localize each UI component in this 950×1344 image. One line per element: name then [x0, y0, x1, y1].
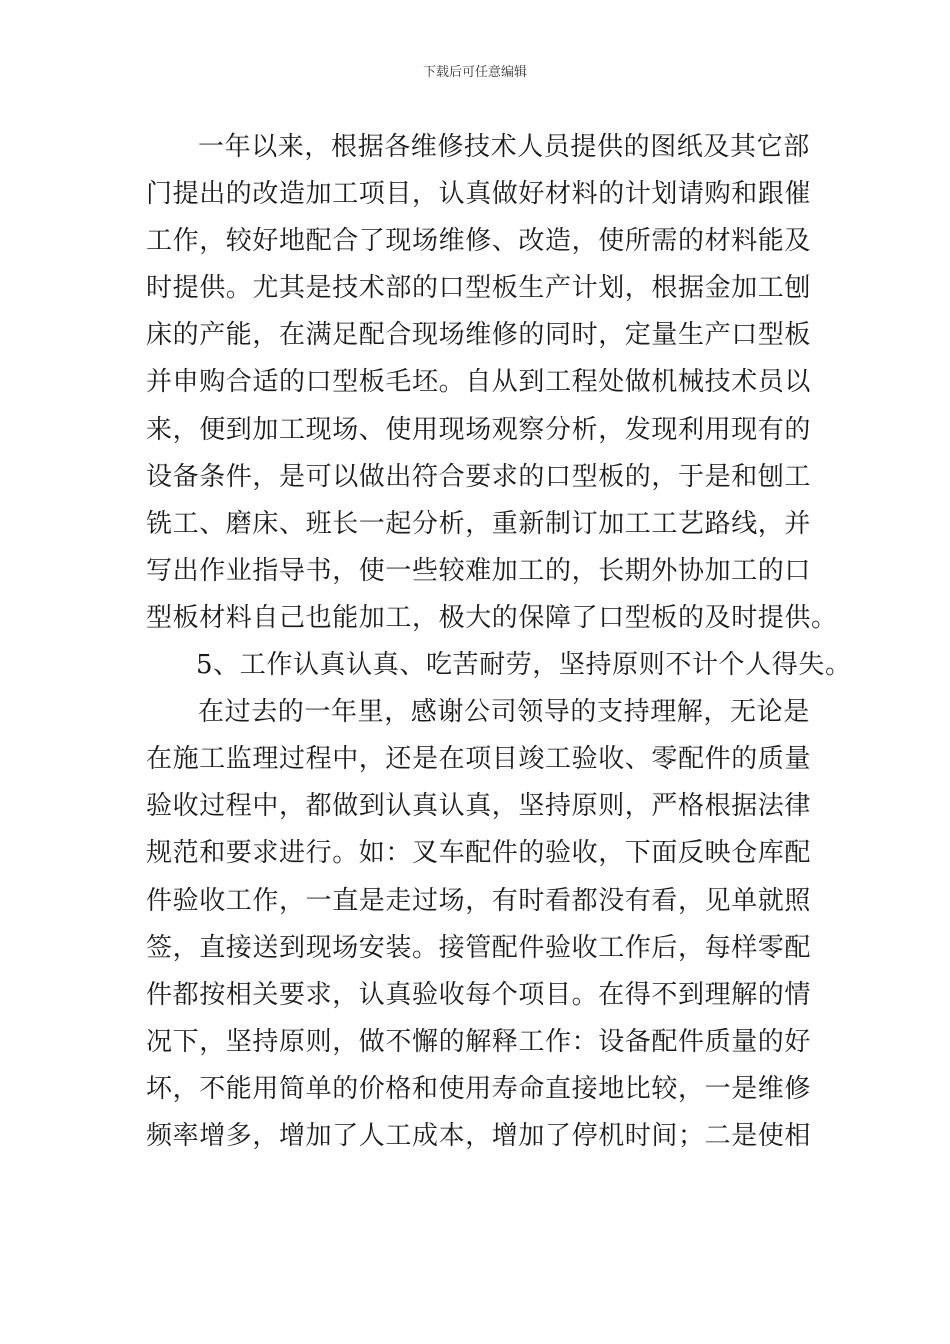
text-line: 铣工、磨床、班长一起分析，重新制订加工工艺路线，并	[146, 508, 812, 539]
text-line: 在施工监理过程中，还是在项目竣工验收、零配件的质量	[146, 744, 812, 775]
text-line: 一年以来，根据各维修技术人员提供的图纸及其它部	[198, 132, 810, 162]
text-line: 在过去的一年里，感谢公司领导的支持理解，无论是	[198, 697, 810, 728]
text-line: 时提供。尤其是技术部的口型板生产计划，根据金加工刨	[146, 273, 812, 304]
text-line: 工作，较好地配合了现场维修、改造，使所需的材料能及	[146, 226, 812, 257]
text-line: 来，便到加工现场、使用现场观察分析，发现利用现有的	[146, 414, 812, 445]
text-line: 况下，坚持原则，做不懈的解释工作：设备配件质量的好	[146, 1026, 812, 1057]
numbered-item-line: 5、工作认真认真、吃苦耐劳，坚持原则不计个人得失。	[196, 650, 852, 681]
text-line: 并申购合适的口型板毛坯。自从到工程处做机械技术员以	[146, 367, 812, 398]
paragraph	[146, 689, 812, 1160]
text-line: 件验收工作，一直是走过场，有时看都没有看，见单就照	[146, 885, 812, 916]
text-line: 门提出的改造加工项目，认真做好材料的计划请购和跟催	[146, 179, 812, 210]
text-line: 写出作业指导书，使一些较难加工的，长期外协加工的口	[146, 555, 812, 586]
text-line: 频率增多，增加了人工成本，增加了停机时间；二是使相	[146, 1120, 812, 1151]
text-line: 签，直接送到现场安装。接管配件验收工作后，每样零配	[146, 932, 812, 963]
text-line: 坏，不能用简单的价格和使用寿命直接地比较，一是维修	[146, 1073, 812, 1104]
paragraph	[146, 124, 838, 642]
text-line: 型板材料自己也能加工，极大的保障了口型板的及时提供。	[146, 602, 838, 633]
text-line: 验收过程中，都做到认真认真，坚持原则，严格根据法律	[146, 791, 812, 822]
text-line: 设备条件，是可以做出符合要求的口型板的，于是和刨工	[146, 461, 812, 492]
document-body	[146, 124, 852, 1160]
text-line: 床的产能，在满足配合现场维修的同时，定量生产口型板	[146, 320, 812, 351]
text-line: 件都按相关要求，认真验收每个项目。在得不到理解的情	[146, 979, 812, 1010]
text-line: 规范和要求进行。如：叉车配件的验收，下面反映仓库配	[146, 838, 812, 869]
page-header: 下载后可任意编辑	[422, 65, 527, 80]
paragraph	[146, 642, 852, 689]
